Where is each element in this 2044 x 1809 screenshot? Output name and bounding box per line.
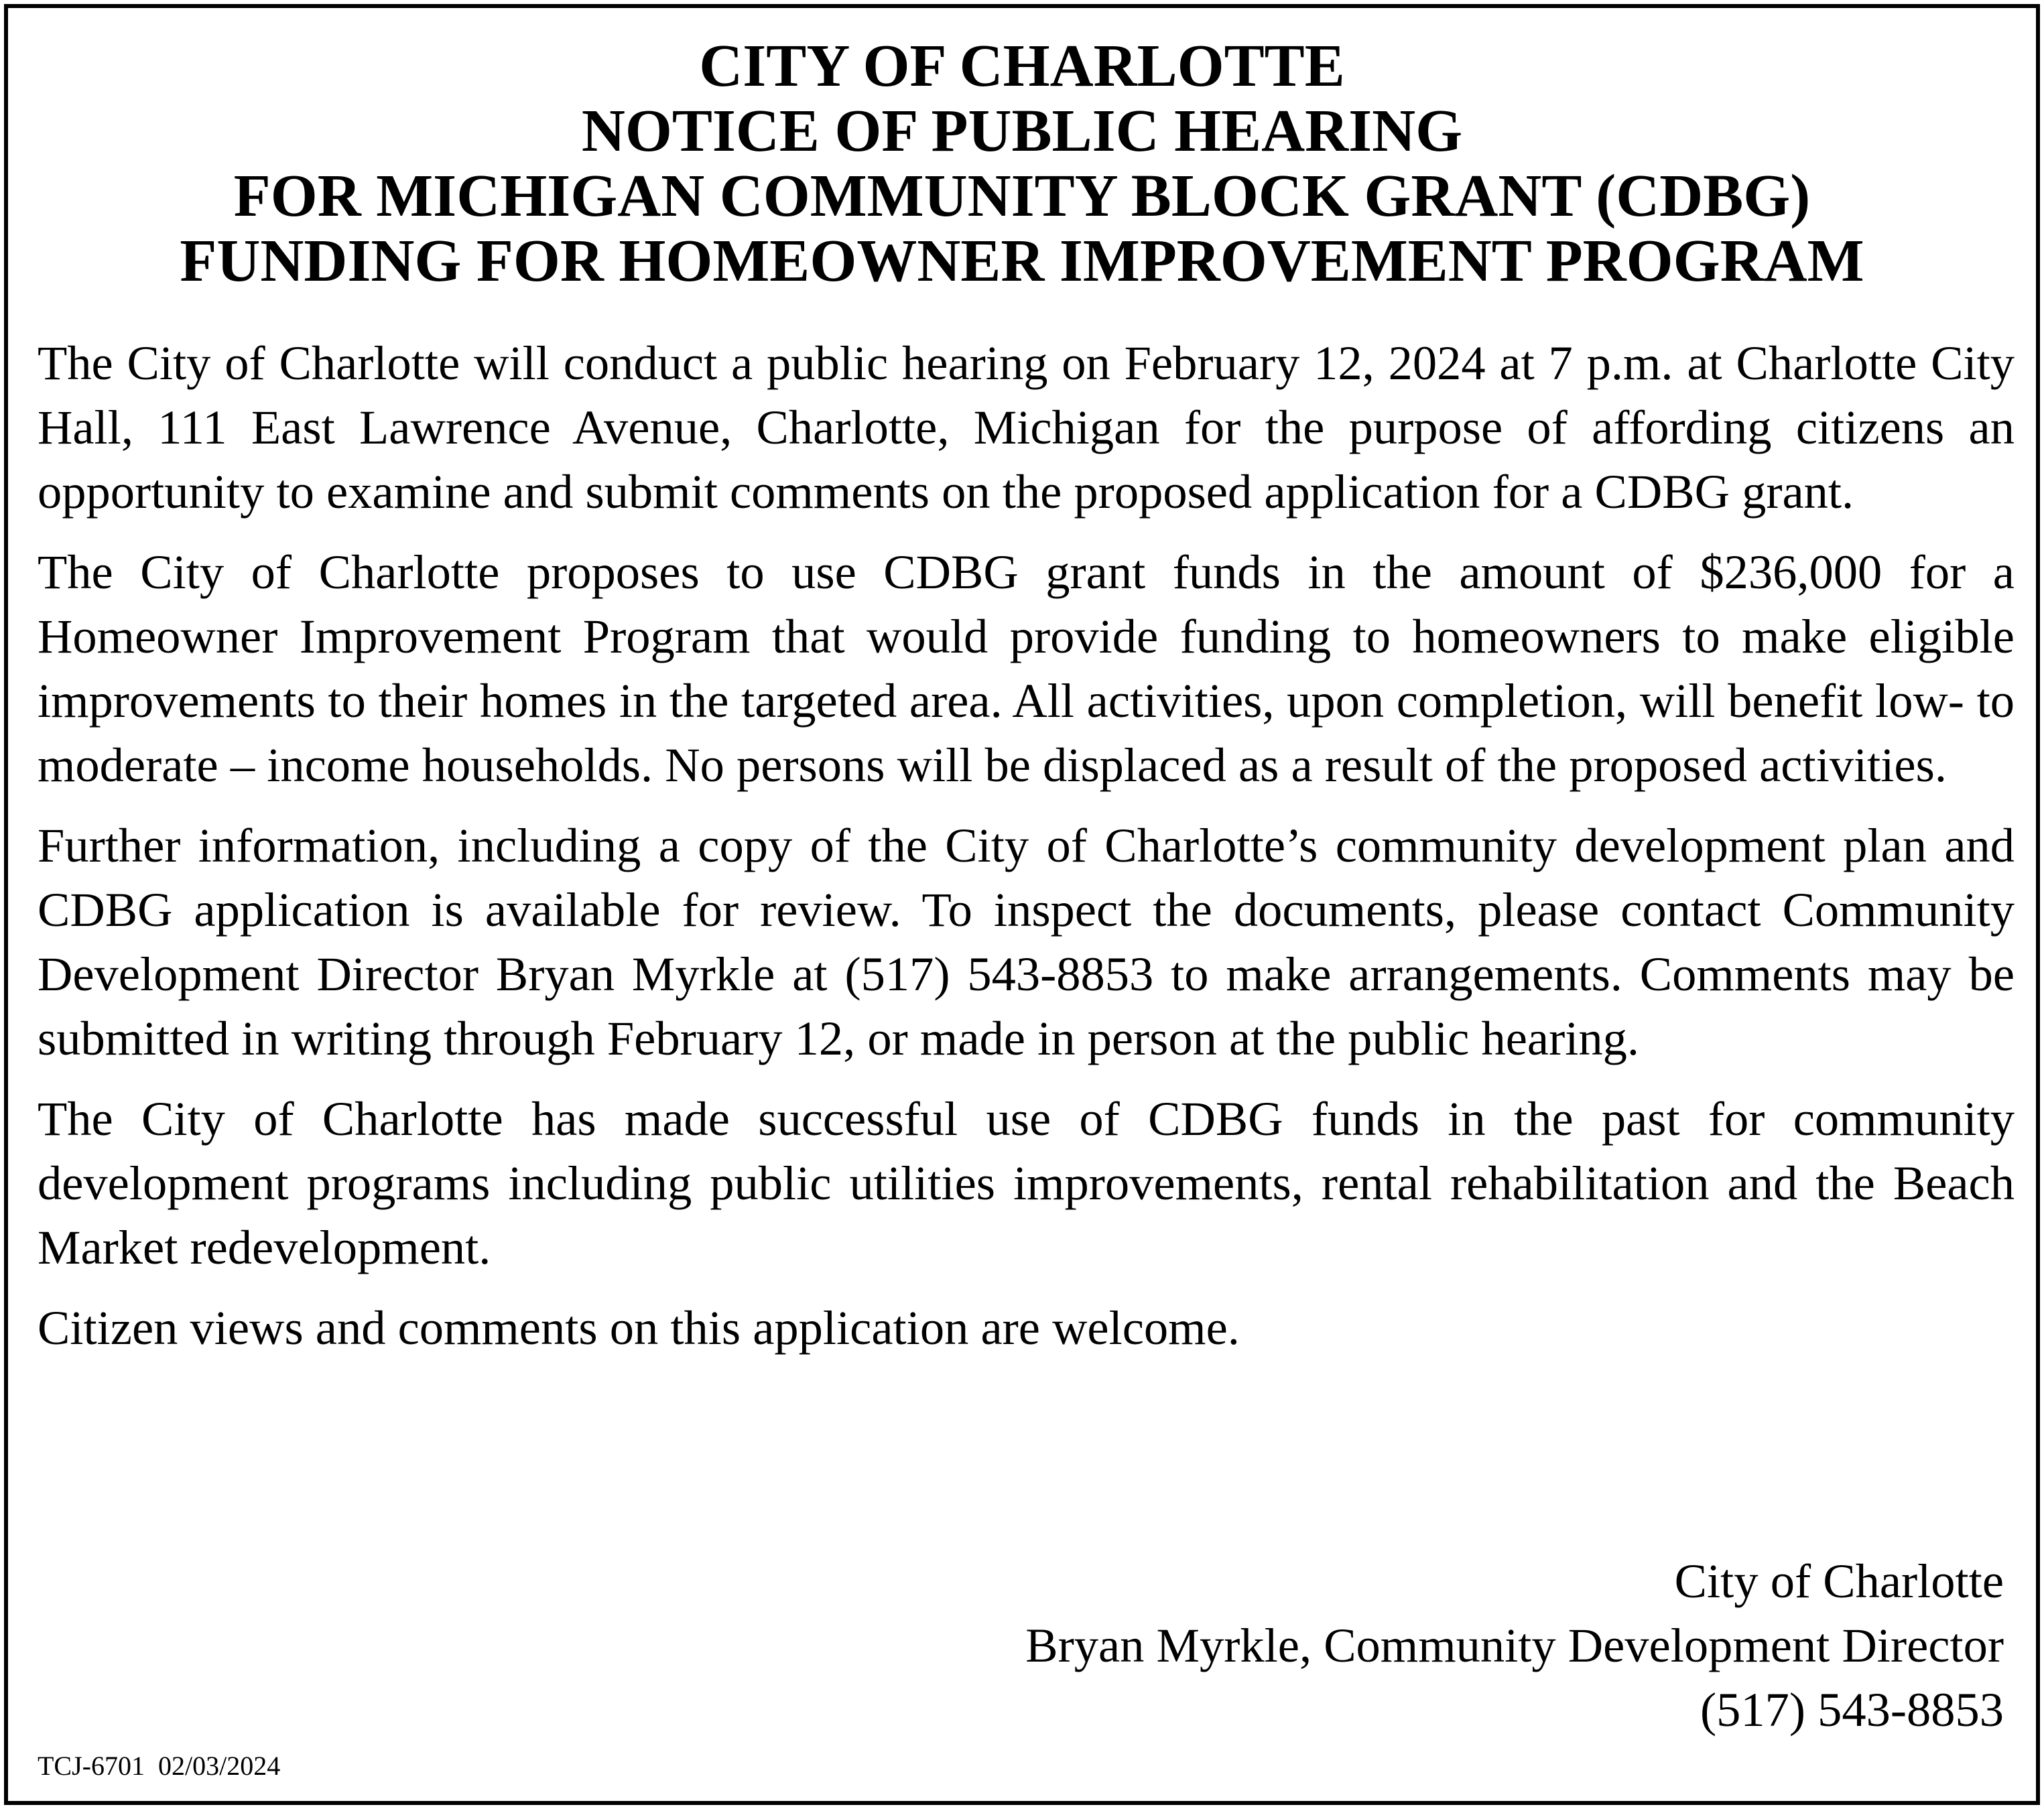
heading-line-4: FUNDING FOR HOMEOWNER IMPROVEMENT PROGRAM (180, 228, 1864, 294)
signature-block (1025, 1549, 2004, 1742)
paragraph-hearing-details: The City of Charlotte will conduct a public hearing on February 12, 2024 at 7 p.m. at Charlotte City Hall, 111 East Lawrence Avenue, Charlotte, Michigan for the purpose of affording citizens an opportunity to examine and submit comments on the proposed application for a CDBG grant. (38, 336, 2015, 519)
reference-code: TCJ-6701 02/03/2024 (38, 1751, 281, 1781)
paragraph-comments-welcome: Citizen views and comments on this application are welcome. (38, 1300, 1240, 1355)
signature-phone: (517) 543-8853 (1700, 1682, 2004, 1737)
heading-line-3: FOR MICHIGAN COMMUNITY BLOCK GRANT (CDBG) (233, 163, 1811, 229)
notice-body (38, 331, 2015, 1376)
signature-name-title: Bryan Myrkle, Community Development Director (1025, 1618, 2004, 1672)
paragraph-further-information: Further information, including a copy of the City of Charlotte’s community development plan and CDBG application is available for review. To inspect the documents, please contact Community Development Director Bryan Myrkle at (517) 543-8853 to make arrangements. Comments may be submitted in writing through February 12, or made in person at the public hearing. (38, 818, 2015, 1065)
paragraph-grant-proposal: The City of Charlotte proposes to use CDBG grant funds in the amount of $236,000 for a Homeowner Improvement Program that would provide funding to homeowners to make eligible improvements to their homes in the targeted area. All activities, upon completion, will benefit low- to moderate – income households. No persons will be displaced as a result of the proposed activities. (38, 545, 2015, 792)
notice-heading (8, 34, 2036, 293)
heading-line-2: NOTICE OF PUBLIC HEARING (581, 98, 1463, 164)
heading-line-1: CITY OF CHARLOTTE (699, 33, 1345, 99)
signature-organization: City of Charlotte (1674, 1554, 2004, 1608)
public-notice (4, 4, 2040, 1805)
paragraph-past-use: The City of Charlotte has made successful use of CDBG funds in the past for community development programs including public utilities improvements, rental rehabilitation and the Beach Market redevelopment. (38, 1091, 2015, 1274)
